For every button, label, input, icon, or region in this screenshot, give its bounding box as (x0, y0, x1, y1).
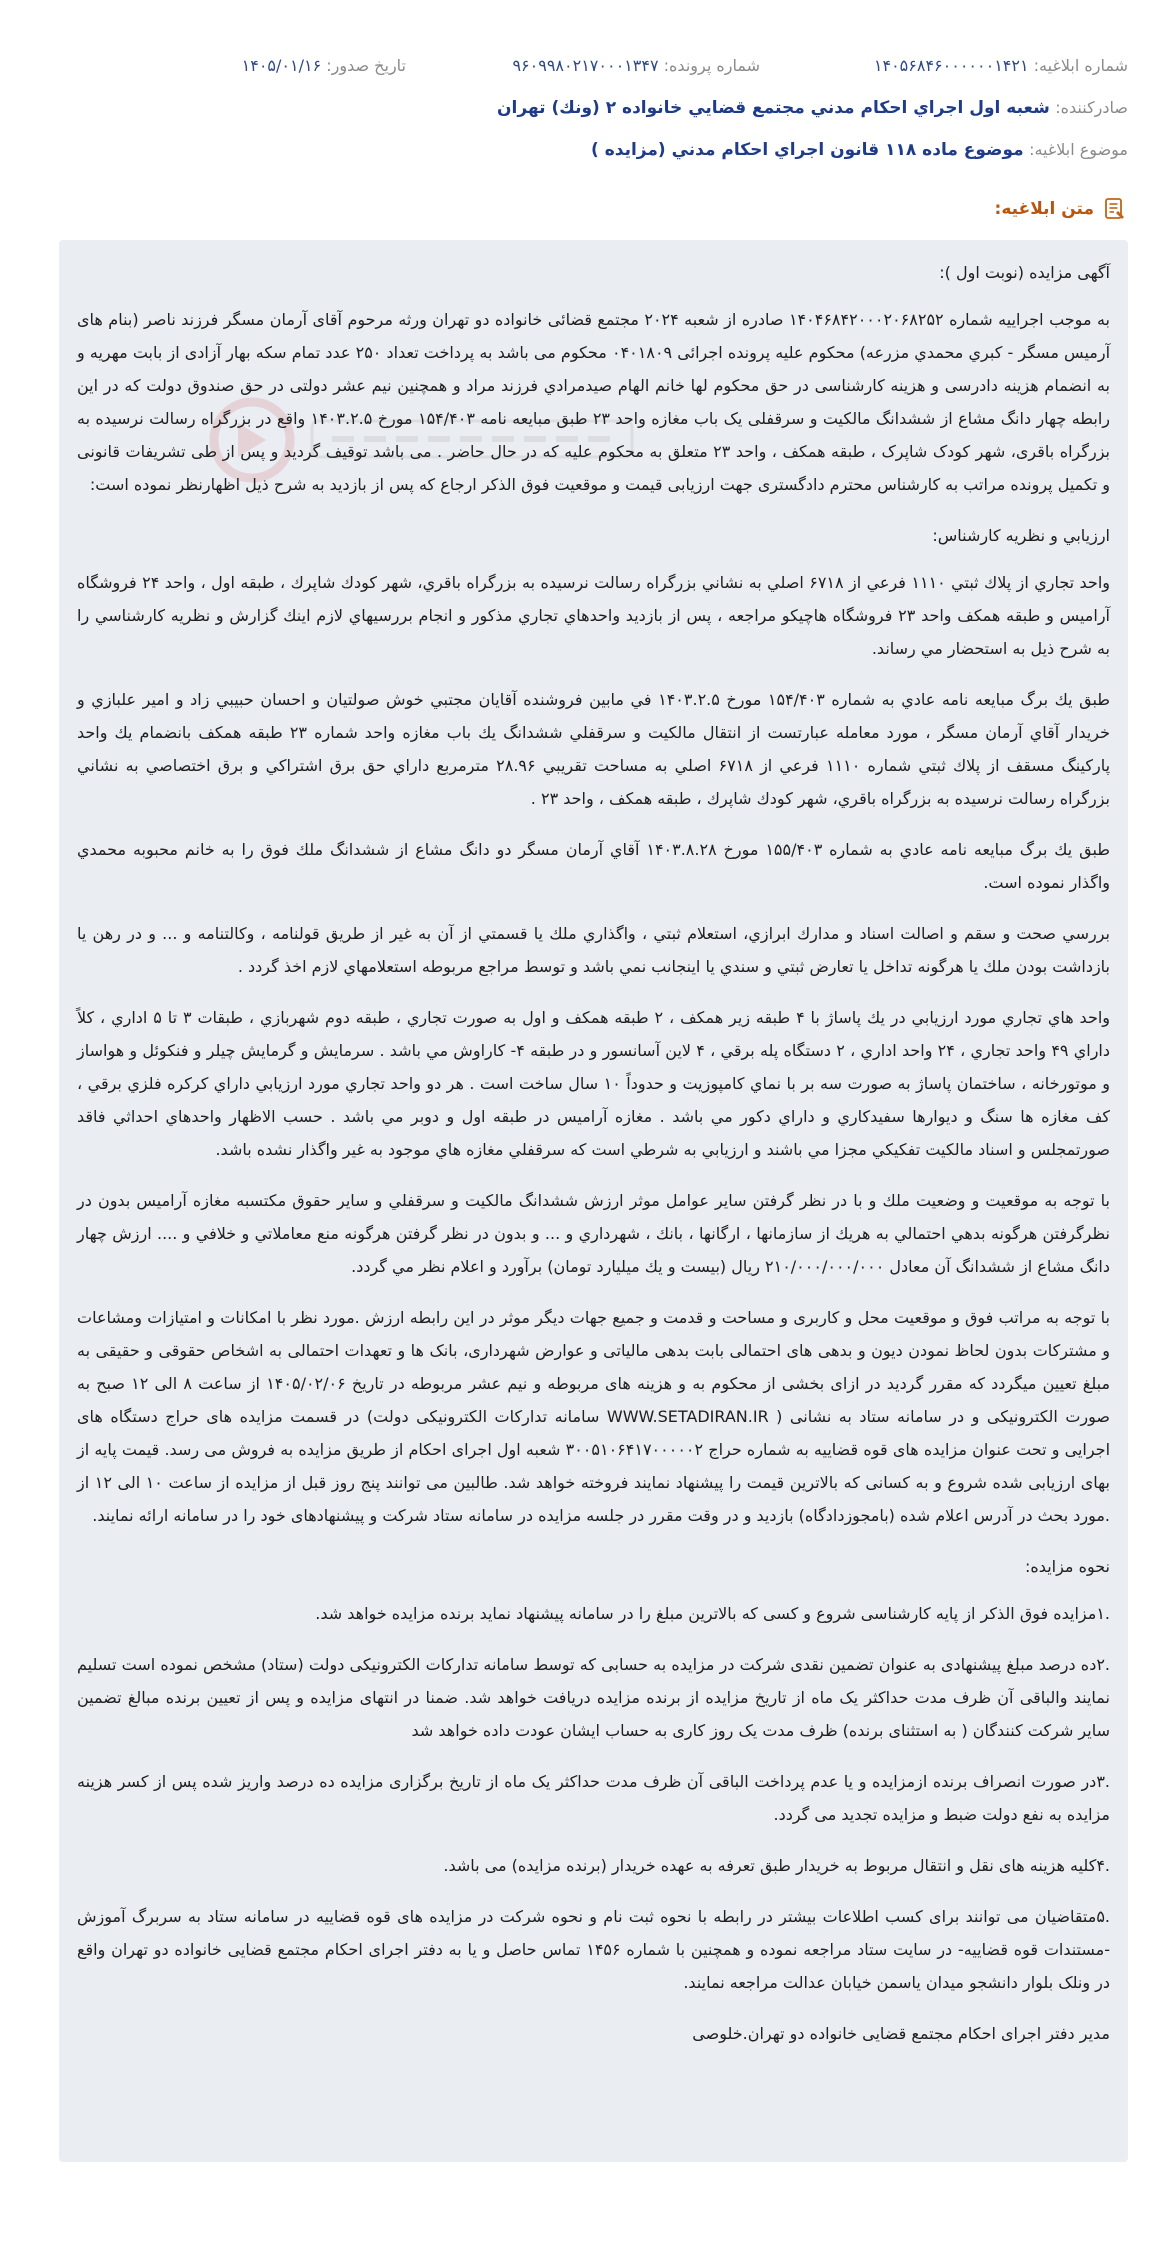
subject-label: موضوع ابلاغيه: (1029, 140, 1128, 159)
subject-value: موضوع ماده ۱۱۸ قانون اجراي احكام مدني (مزايده ) (591, 140, 1024, 160)
expert-heading: ارزيابي و نظريه كارشناس: (932, 526, 1110, 545)
notice-number-value: ۱۴۰۵۶۸۴۶۰۰۰۰۰۰۱۴۲۱ (873, 56, 1029, 75)
auction-rule-2: .۲ده درصد مبلغ پیشنهادی به عنوان تضمین نقدی شرکت در مزایده به حسابی که توسط سامانه تدارکات الکترونیکی دولت (ستاد) مشخص نموده است تسلیم نمایند والباقی آن ظرف مدت حداکثر یک ماه از تاریخ مزایده از برنده مزایده دریافت خواهد شد. ضمنا در انتهای مزایده و پس از تعیین برنده مبالغ تضمین سایر شرکت کنندگان ( به استثنای برنده) ظرف مدت یک روز کاری به حساب ایشان عودت داده خواهد شد (77, 1655, 1110, 1740)
sender-value: شعبه اول اجراي احكام مدني مجتمع قضايي خانواده ۲ (ونك) تهران (497, 98, 1050, 118)
case-number-label: شماره پرونده: (663, 56, 760, 75)
verification-paragraph: بررسي صحت و سقم و اصالت اسناد و مدارك ابرازي، استعلام ثبتي ، واگذاري ملك يا قسمتي از آن به غير از طريق قولنامه ، وكالتنامه و ... و در رهن يا بازداشت بودن ملك يا هرگونه تداخل يا تعارض ثبتي و سندي يا اينجانب نمي باشد و توسط مراجع مربوطه استعلامهاي لازم اخذ گردد . (77, 924, 1110, 976)
notice-number-label: شماره ابلاغيه: (1033, 56, 1128, 75)
auction-rule-4: .۴کلیه هزینه های نقل و انتقال مربوط به خریدار طبق تعرفه به عهده خریدار (برنده مزایده) می باشد. (443, 1856, 1110, 1875)
property-description-paragraph: واحد هاي تجاري مورد ارزيابي در يك پاساژ با ۴ طبقه زير همكف ، ۲ طبقه همكف و اول به صورت تجاري ، طبقه دوم شهربازي ، طبقات ۳ تا ۵ اداري ، كلاً داراي ۴۹ واحد تجاري ، ۲۴ واحد اداري ، ۲ دستگاه پله برقي ، ۴ لاين آسانسور و در طبقه ۴- كاراوش مي باشد . سرمايش و گرمايش چيلر و فنكوئل و هواساز و موتورخانه ، ساختمان پاساژ به صورت سه بر با نماي كامپوزيت و حدوداً ۱۰ سال ساخت است . هر دو واحد تجاري مورد ارزيابي داراي كركره فلزي برقي ، كف مغازه ها سنگ و ديوارها سفيدكاري و داراي دكور مي باشد . مغازه آراميس در طبقه اول و دوبر مي باشد . حسب الاظهار واحدهاي احداثي فاقد صورتمجلس و اسناد مالكيت تفكيكي مجزا مي باشند و ارزيابي به شرطي است كه سرقفلي مغازه هاي موجود به غير واگذار نشده باشد. (77, 1008, 1111, 1159)
case-number (512, 56, 760, 75)
auction-details-paragraph: با توجه به مراتب فوق و موقعیت محل و کاربری و مساحت و قدمت و جمیع جهات دیگر موثر در این رابطه ارزش .مورد نظر با امکانات و امتیازات ومشاعات و مشترکات بدون لحاظ نمودن دیون و بدهی های احتمالی بابت بدهی مالیاتی و عوارض شهرداری، بانک ها و تعهدات احتمالی به اشخاص حقوقی و حقیقی به مبلغ تعیین میگردد که مقرر گردید در ازای بخشی از محکوم به و هزینه های مربوطه و نیم عشر مربوطه در تاریخ ۱۴۰۵/۰۲/۰۶ از ساعت ۸ الی ۱۲ صبح به صورت الکترونیکی و در سامانه ستاد به نشانی ( WWW.SETADIRAN.IR سامانه تدارکات الکترونیکی دولت) در قسمت مزایده های حراج دستگاه های اجرایی و تحت عنوان مزایده های قوه قضاییه به شماره حراج ۳۰۰۵۱۰۶۴۱۷۰۰۰۰۰۲ شعبه اول اجرای احکام از طریق مزایده به فروش می رسد. قیمت پایه از بهای ارزیابی شده شروع و به کسانی که بالاترین قیمت را پیشنهاد نمایند فروخته خواهد شد. طالبین می توانند پنج روز قبل از مزایده از ساعت ۱۰ الی ۱۲ از .مورد بحث در آدرس اعلام شده (بامجوزدادگاه) بازدید و در وقت مقرر در جلسه مزایده در سامانه ستاد شرکت و پیشنهادهای خود را در سامانه ارائه نمایند. (77, 1308, 1111, 1525)
notice-number (874, 56, 1128, 75)
notice-body (59, 240, 1128, 2162)
subject-line (591, 140, 1128, 160)
notice-meta-row (46, 56, 1128, 80)
contract-paragraph-2: طبق يك برگ مبايعه نامه عادي به شماره ۱۵۵/۴۰۳ مورخ ۱۴۰۳.۸.۲۸ آقاي آرمان مسگر دو دانگ مشاع از ششدانگ ملك فوق را به خانم محبوبه محمدي واگذار نموده است. (77, 840, 1111, 892)
auction-rule-5: .۵متقاضیان می توانند برای کسب اطلاعات بیشتر در رابطه با نحوه ثبت نام و نحوه شرکت در مزایده های قوه قضاییه در سامانه ستاد به سربرگ آموزش -مستندات قوه قضاییه- در سایت ستاد مراجعه نموده و همچنین با شماره ۱۴۵۶ تماس حاصل و یا به دفتر اجرای احکام مجتمع قضایی خانواده دو تهران واقع در ونلک بلوار دانشجو میدان یاسمن خیابان عدالت مراجعه نمایند. (77, 1907, 1111, 1992)
enforcement-paragraph: به موجب اجراییه شماره ۱۴۰۴۶۸۴۲۰۰۰۲۰۶۸۲۵۲ صادره از شعبه ۲۰۲۴ مجتمع قضائی خانواده دو تهران ورثه مرحوم آقای آرمان مسگر فرزند ناصر (بنام های آرمیس مسگر - كبري محمدي مزرعه) محکوم علیه پرونده اجرائی ۰۴۰۱۸۰۹ محکوم می باشد به پرداخت تعداد ۲۵۰ عدد تمام سکه بهار آزادی از بابت مهریه و به انضمام هزینه دادرسی و هزینه کارشناسی در حق محکوم لها خانم الهام صيدمرادي فرزند مراد و همچنین نیم عشر دولتی در حق صندوق دولت که در این رابطه چهار دانگ مشاع از ششدانگ مالکیت و سرقفلی یک باب مغازه واحد ۲۳ طبق مبایعه نامه ۱۵۴/۴۰۳ مورخ ۱۴۰۳.۲.۵ واقع در بزرگراه رسالت نرسیده به بزرگراه باقری، شهر کودک شاپرک ، طبقه همکف ، واحد ۲۳ متعلق به محکوم علیه که در حال حاضر . می باشد توقیف گردید و پس از طی تشریفات قانونی و تکمیل پرونده مراتب به کارشناس محترم دادگستری جهت ارزیابی قیمت و موقعیت فوق الذکر ارجاع که پس از بازدید به شرح ذیل اظهارنظر نموده است: (77, 310, 1111, 494)
expert-intro-paragraph: واحد تجاري از پلاك ثبتي ۱۱۱۰ فرعي از ۶۷۱۸ اصلي به نشاني بزرگراه رسالت نرسيده به بزرگراه باقري، شهر كودك شاپرك ، طبقه اول ، واحد ۲۴ فروشگاه آراميس و طبقه همكف واحد ۲۳ فروشگاه هاچيكو مراجعه ، پس از بازديد واحدهاي تجاري مذكور و انجام بررسيهاي لازم اينك گزارش و نظريه كارشناسي را به شرح ذيل به استحضار مي رساند. (77, 573, 1110, 658)
signature-line: مدیر دفتر اجرای احکام مجتمع قضایی خانواده دو تهران.خلوصی (692, 2024, 1110, 2043)
auction-rule-1: .۱مزایده فوق الذکر از پایه کارشناسی شروع و کسی که بالاترین مبلغ را در سامانه پیشنهاد نماید برنده مزایده خواهد شد. (315, 1604, 1110, 1623)
auction-rule-3: .۳در صورت انصراف برنده ازمزایده و یا عدم پرداخت الباقی آن ظرف مدت حداکثر یک ماه از تاریخ برگزاری مزایده ده درصد واریز شده پس از کسر هزینه مزایده به نفع دولت ضبط و مزایده تجدید می گردد. (77, 1772, 1110, 1824)
notice-text-heading (995, 196, 1128, 222)
valuation-paragraph: با توجه به موقعيت و وضعيت ملك و با در نظر گرفتن ساير عوامل موثر ارزش ششدانگ مالكيت و سرقفلي و ساير حقوق مكتسبه مغازه آراميس بدون در نظرگرفتن هرگونه بدهي احتمالي به هريك از سازمانها ، ارگانها ، بانك ، شهرداري و ... و بدون در نظر گرفتن هرگونه منع معاملاتي و خلافي و .... ارزش چهار دانگ مشاع از ششدانگ آن معادل ۲۱۰/۰۰۰/۰۰۰/۰۰۰ ريال (بيست و يك ميليارد تومان) برآورد و اعلام نظر مي گردد. (77, 1191, 1110, 1276)
auction-heading: آگهی مزایده (نوبت اول ): (939, 263, 1110, 282)
issue-date (242, 56, 406, 75)
contract-paragraph-1: طبق يك برگ مبايعه نامه عادي به شماره ۱۵۴/۴۰۳ مورخ ۱۴۰۳.۲.۵ في مابين فروشنده آقايان مجتبي خوش صولتيان و احسان حبيبي زاد و امير علبازي و خريدار آقاي آرمان مسگر ، مورد معامله عبارتست از انتقال مالكيت و سرقفلي ششدانگ يك باب مغازه واحد شماره ۲۳ طبقه همكف بانضمام يك واحد پاركينگ مسقف از پلاك ثبتي شماره ۱۱۱۰ فرعي از ۶۷۱۸ اصلي به مساحت تقريبي ۲۸.۹۶ مترمربع داراي حق برق اشتراكي و برق اختصاصي به نشاني بزرگراه رسالت نرسيده به بزرگراه باقري، شهر كودك شاپرك ، طبقه همكف ، واحد ۲۳ . (77, 690, 1111, 808)
issue-date-value: ۱۴۰۵/۰۱/۱۶ (241, 56, 322, 75)
sender-line (497, 98, 1128, 118)
issue-date-label: تاريخ صدور: (326, 56, 406, 75)
auction-method-heading: نحوه مزایده: (1025, 1557, 1110, 1576)
document-icon (1102, 196, 1128, 222)
sender-label: صادرکننده: (1055, 98, 1128, 117)
notice-text-title: متن ابلاغيه: (994, 199, 1094, 219)
case-number-value: ۹۶۰۹۹۸۰۲۱۷۰۰۰۱۳۴۷ (512, 56, 659, 75)
